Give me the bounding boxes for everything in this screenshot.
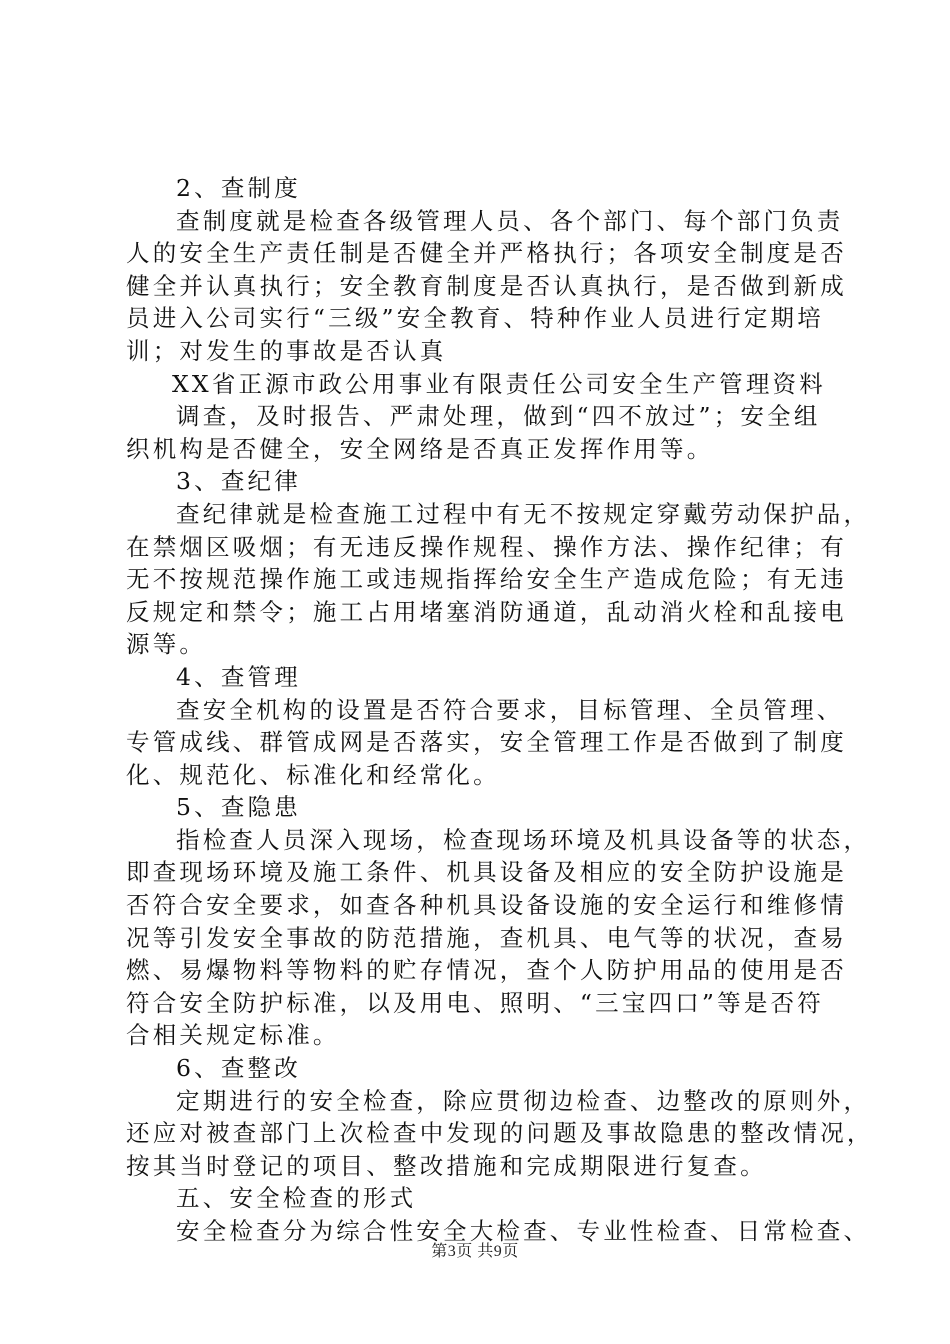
paragraph-line: 员进入公司实行“三级”安全教育、特种作业人员进行定期培 <box>126 304 824 333</box>
paragraph-line: 符合安全防护标准，以及用电、照明、“三宝四口”等是否符 <box>126 988 824 1017</box>
heading-check-system: 2、查制度 <box>176 174 301 202</box>
heading-check-discipline: 3、查纪律 <box>176 467 301 496</box>
paragraph-line: 燃、易爆物料等物料的贮存情况，查个人防护用品的使用是否 <box>126 956 847 985</box>
paragraph-line: 指检查人员深入现场，检查现场环境及机具设备等的状态， <box>176 825 871 854</box>
paragraph-line: 否符合安全要求，如查各种机具设备设施的安全运行和维修情 <box>126 891 847 920</box>
company-header-line: XX省正源市政公用事业有限责任公司安全生产管理资料 <box>172 369 826 398</box>
paragraph-line: 合相关规定标准。 <box>126 1021 340 1050</box>
heading-check-management: 4、查管理 <box>176 662 301 691</box>
paragraph-line: 即查现场环境及施工条件、机具设备及相应的安全防护设施是 <box>126 858 847 887</box>
paragraph-line: 织机构是否健全，安全网络是否真正发挥作用等。 <box>126 434 714 463</box>
paragraph-line: 源等。 <box>126 630 207 659</box>
paragraph-line: 安全检查分为综合性安全大检查、专业性检查、日常检查、 <box>176 1217 871 1245</box>
paragraph-line: 化、规范化、标准化和经常化。 <box>126 760 500 789</box>
paragraph-line: 查纪律就是检查施工过程中有无不按规定穿戴劳动保护品， <box>176 499 871 528</box>
paragraph-line: 况等引发安全事故的防范措施，查机具、电气等的状况，查易 <box>126 923 847 952</box>
body-text <box>126 172 874 1248</box>
paragraph-line: 按其当时登记的项目、整改措施和完成期限进行复查。 <box>126 1151 767 1180</box>
paragraph-line: 专管成线、群管成网是否落实，安全管理工作是否做到了制度 <box>126 728 847 757</box>
paragraph-line: 定期进行的安全检查，除应贯彻边检查、边整改的原则外， <box>176 1086 871 1115</box>
heading-check-rectification: 6、查整改 <box>176 1054 301 1083</box>
paragraph-line: 还应对被查部门上次检查中发现的问题及事故隐患的整改情况， <box>126 1119 874 1148</box>
paragraph-line: 无不按规范操作施工或违规指挥给安全生产造成危险；有无违 <box>126 565 847 594</box>
paragraph-line: 训；对发生的事故是否认真 <box>126 336 447 365</box>
heading-check-hazards: 5、查隐患 <box>176 793 301 822</box>
paragraph-line: 调查，及时报告、严肃处理，做到“四不放过”；安全组 <box>176 402 821 431</box>
paragraph-line: 反规定和禁令；施工占用堵塞消防通道，乱动消火栓和乱接电 <box>126 597 847 626</box>
heading-inspection-forms: 五、安全检查的形式 <box>176 1184 417 1213</box>
paragraph-line: 健全并认真执行；安全教育制度是否认真执行，是否做到新成 <box>126 271 847 300</box>
page-footer: 第3页 共9页 <box>431 1243 519 1260</box>
paragraph-line: 查制度就是检查各级管理人员、各个部门、每个部门负责 <box>176 206 844 235</box>
paragraph-line: 人的安全生产责任制是否健全并严格执行；各项安全制度是否 <box>126 239 847 268</box>
paragraph-line: 查安全机构的设置是否符合要求，目标管理、全员管理、 <box>176 695 844 724</box>
paragraph-line: 在禁烟区吸烟；有无违反操作规程、操作方法、操作纪律；有 <box>126 532 847 561</box>
